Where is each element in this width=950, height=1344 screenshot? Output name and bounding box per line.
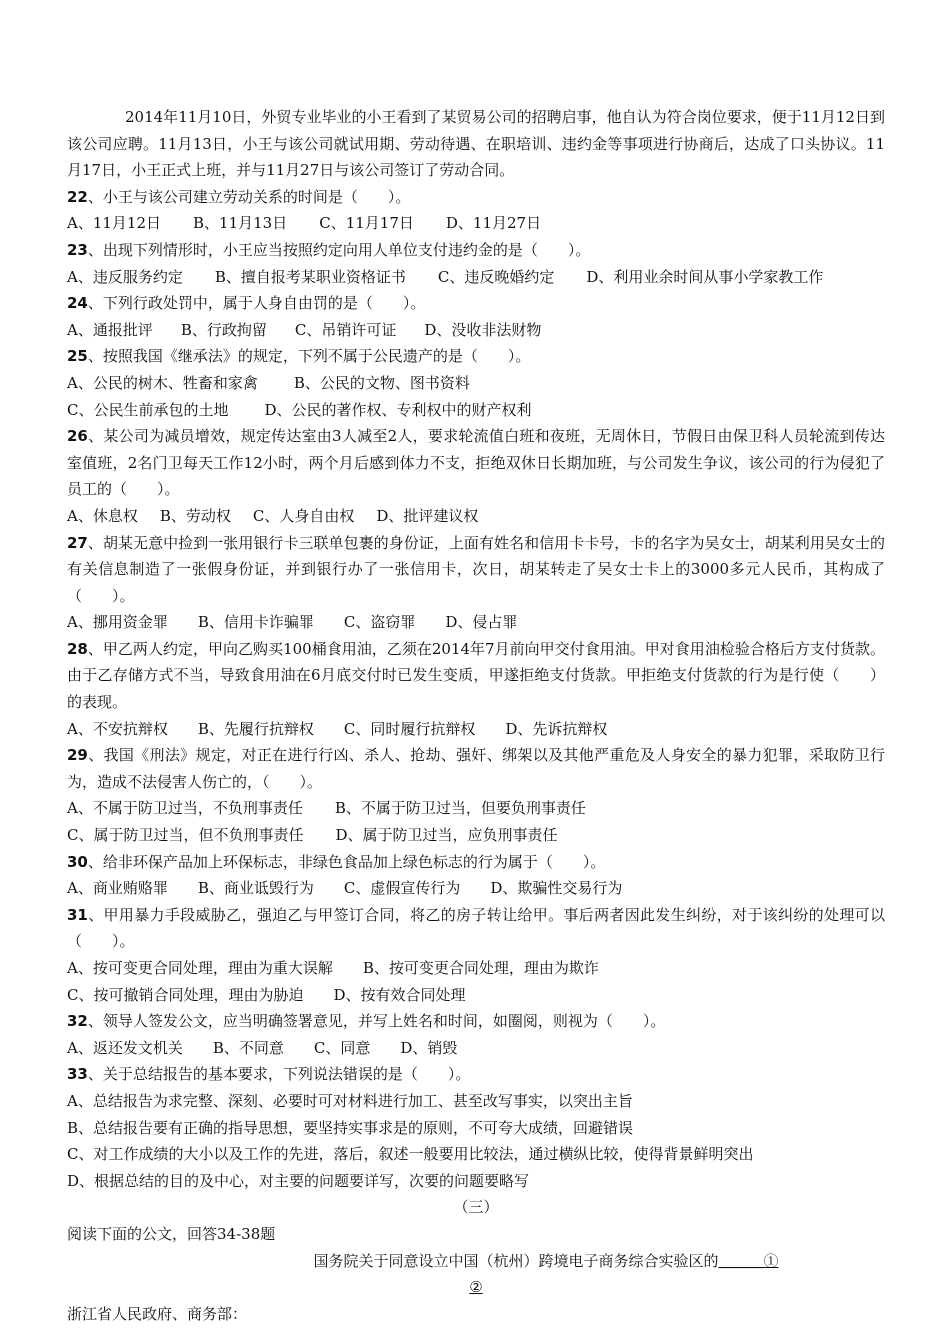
title-blank-1: ＿＿＿① [718, 1251, 779, 1270]
answer-option: C、公民生前承包的土地 [67, 400, 229, 419]
question-number: 27 [67, 533, 88, 552]
answer-option: A、11月12日 [67, 214, 162, 233]
answer-option: A、不属于防卫过当，不负刑事责任 [67, 799, 303, 818]
option-line [67, 264, 885, 291]
question-number: 33 [67, 1065, 88, 1084]
option-line [67, 397, 885, 424]
option-line [67, 716, 885, 743]
question-number: 29 [67, 746, 88, 765]
answer-option: B、信用卡诈骗罪 [197, 613, 314, 632]
option-line [67, 317, 885, 344]
answer-option: B、按可变更合同处理，理由为欺诈 [362, 959, 599, 977]
answer-option: B、不属于防卫过当，但要负刑事责任 [334, 799, 586, 818]
answer-option: C、虚假宣传行为 [343, 879, 461, 898]
question-text: 、下列行政处罚中，属于人身自由罚的是（ ）。 [87, 294, 426, 313]
answer-option: B、商业诋毁行为 [197, 879, 314, 898]
question-text: 、领导人签发公文，应当明确签署意见，并写上姓名和时间，如圈阅，则视为（ ）。 [87, 1012, 666, 1031]
question-text: 、关于总结报告的基本要求，下列说法错误的是（ ）。 [87, 1065, 471, 1084]
answer-option: B、11月13日 [193, 214, 288, 233]
question-24 [67, 290, 885, 317]
answer-option: D、按有效合同处理 [333, 985, 466, 1004]
question-number: 32 [67, 1012, 88, 1031]
answer-option: C、同时履行抗辩权 [343, 719, 476, 738]
option-line [67, 875, 885, 902]
answer-option: C、人身自由权 [252, 506, 355, 525]
answer-option: D、先诉抗辩权 [505, 719, 608, 738]
question-number: 23 [67, 240, 88, 259]
question-30 [67, 849, 885, 876]
title-blank-2: ② [469, 1278, 483, 1297]
question-text: 、胡某无意中捡到一张用银行卡三联单包裹的身份证，上面有姓名和信用卡卡号，卡的名字为吴女士，胡某利用吴女士的有关信息制造了一张假身份证，并到银行办了一张信用卡，次日，胡某转走了吴女士卡上的3000多元人民币，其构成了（ ）。 [67, 533, 885, 605]
answer-option: B、不同意 [212, 1038, 284, 1057]
answer-option: D、侵占罪 [445, 613, 518, 632]
option-line [67, 503, 885, 530]
option-line [67, 1141, 885, 1168]
answer-option: D、11月27日 [445, 214, 542, 233]
document-addressee: 浙江省人民政府、商务部： [67, 1304, 248, 1323]
question-number: 28 [67, 639, 88, 658]
answer-option: B、劳动权 [159, 506, 231, 525]
option-line [67, 1168, 885, 1195]
answer-option: A、通报批评 [67, 320, 153, 339]
option-line [67, 1035, 885, 1062]
answer-option: A、按可变更合同处理，理由为重大误解 [67, 959, 333, 977]
question-number: 30 [67, 852, 88, 871]
answer-option: A、公民的树木、牲畜和家禽 [67, 373, 258, 392]
question-list [67, 184, 885, 1195]
answer-option: C、对工作成绩的大小以及工作的先进，落后，叙述一般要用比较法，通过横纵比较，使得背景鲜明突出 [67, 1145, 754, 1164]
question-27 [67, 530, 885, 610]
question-text: 、给非环保产品加上环保标志，非绿色食品加上绿色标志的行为属于（ ）。 [87, 852, 606, 871]
question-31 [67, 902, 885, 955]
answer-option: D、公民的著作权、专利权中的财产权利 [264, 400, 532, 419]
question-26 [67, 423, 885, 503]
question-23 [67, 237, 885, 264]
reading-passage: 2014年11月10日，外贸专业毕业的小王看到了某贸易公司的招聘启事，他自认为符合岗位要求，便于11月12日到该公司应聘。11月13日，小王与该公司就试用期、劳动待遇、在职培训、违约金等事项进行协商后，达成了口头协议。11月17日，小王正式上班，并与11月27日与该公司签订了劳动合同。 [67, 108, 885, 180]
answer-option: D、根据总结的目的及中心，对主要的问题要详写，次要的问题要略写 [67, 1171, 530, 1190]
option-line [67, 982, 885, 1009]
question-32 [67, 1008, 885, 1035]
answer-option: C、属于防卫过当，但不负刑事责任 [67, 826, 304, 845]
answer-option: A、总结报告为求完整、深刻、必要时可对材料进行加工、甚至改写事实，以突出主旨 [67, 1091, 633, 1110]
answer-option: A、返还发文机关 [67, 1038, 183, 1057]
question-28 [67, 636, 885, 716]
question-number: 26 [67, 427, 88, 446]
section-instruction: 阅读下面的公文，回答34-38题 [67, 1224, 276, 1243]
answer-option: C、吊销许可证 [294, 320, 397, 339]
answer-option: C、同意 [313, 1038, 371, 1057]
question-number: 31 [67, 905, 88, 924]
option-line [67, 822, 885, 849]
answer-option: D、批评建议权 [376, 506, 479, 525]
answer-option: A、违反服务约定 [67, 267, 183, 286]
answer-option: D、没收非法财物 [424, 320, 542, 339]
question-22 [67, 184, 885, 211]
answer-option: B、行政拘留 [180, 320, 267, 339]
option-line [67, 1115, 885, 1142]
document-title-text: 国务院关于同意设立中国（杭州）跨境电子商务综合实验区的 [313, 1251, 719, 1270]
answer-option: D、属于防卫过当，应负刑事责任 [335, 826, 558, 845]
question-text: 、甲用暴力手段威胁乙，强迫乙与甲签订合同，将乙的房子转让给甲。事后两者因此发生纠纷，对于该纠纷的处理可以（ ）。 [67, 905, 885, 951]
question-text: 、甲乙两人约定，甲向乙购买100桶食用油，乙须在2014年7月前向甲交付食用油。甲对食用油检验合格后方支付货款。由于乙存储方式不当，导致食用油在6月底交付时已发生变质，甲遂拒绝支付货款。甲拒绝支付货款的行为是行使（ ）的表现。 [67, 639, 885, 712]
answer-option: C、11月17日 [319, 214, 414, 233]
question-29 [67, 742, 885, 795]
answer-option: D、欺骗性交易行为 [490, 879, 623, 898]
question-text: 、某公司为减员增效，规定传达室由3人减至2人，要求轮流值白班和夜班，无周休日，节假日由保卫科人员轮流到传达室值班，2名门卫每天工作12小时，两个月后感到体力不支，拒绝双休日长期加班，与公司发生争议，该公司的行为侵犯了员工的（ ）。 [67, 427, 885, 499]
answer-option: A、商业贿赂罪 [67, 879, 168, 898]
question-number: 25 [67, 347, 88, 366]
section-heading: （三） [453, 1198, 499, 1217]
title-blank-2-line [67, 1274, 885, 1301]
answer-option: D、销毁 [400, 1038, 458, 1057]
exam-page [67, 104, 885, 1327]
document-title [67, 1248, 885, 1275]
option-line [67, 795, 885, 822]
answer-option: A、不安抗辩权 [67, 719, 168, 738]
question-number: 24 [67, 294, 88, 313]
answer-option: C、盗窃罪 [343, 613, 416, 632]
option-line [67, 955, 885, 982]
answer-option: B、先履行抗辩权 [197, 719, 314, 738]
question-25 [67, 343, 885, 370]
answer-option: A、休息权 [67, 506, 138, 525]
option-line [67, 370, 885, 397]
answer-option: C、违反晚婚约定 [437, 267, 555, 286]
question-text: 、我国《刑法》规定，对正在进行行凶、杀人、抢劫、强奸、绑架以及其他严重危及人身安全的暴力犯罪，采取防卫行为，造成不法侵害人伤亡的，（ ）。 [67, 746, 885, 791]
question-text: 、按照我国《继承法》的规定，下列不属于公民遗产的是（ ）。 [87, 347, 531, 366]
answer-option: C、按可撤销合同处理，理由为胁迫 [67, 985, 304, 1004]
answer-option: B、擅自报考某职业资格证书 [214, 267, 406, 286]
question-number: 22 [67, 187, 88, 206]
answer-option: B、公民的文物、图书资料 [293, 373, 470, 392]
question-33 [67, 1061, 885, 1088]
option-line [67, 609, 885, 636]
answer-option: B、总结报告要有正确的指导思想，要坚持实事求是的原则，不可夸大成绩，回避错误 [67, 1118, 634, 1137]
option-line [67, 210, 885, 237]
answer-option: D、利用业余时间从事小学家教工作 [586, 267, 824, 286]
option-line [67, 1088, 885, 1115]
question-text: 、出现下列情形时，小王应当按照约定向用人单位支付违约金的是（ ）。 [87, 240, 591, 259]
question-text: 、小王与该公司建立劳动关系的时间是（ ）。 [87, 187, 411, 206]
answer-option: A、挪用资金罪 [67, 613, 168, 632]
